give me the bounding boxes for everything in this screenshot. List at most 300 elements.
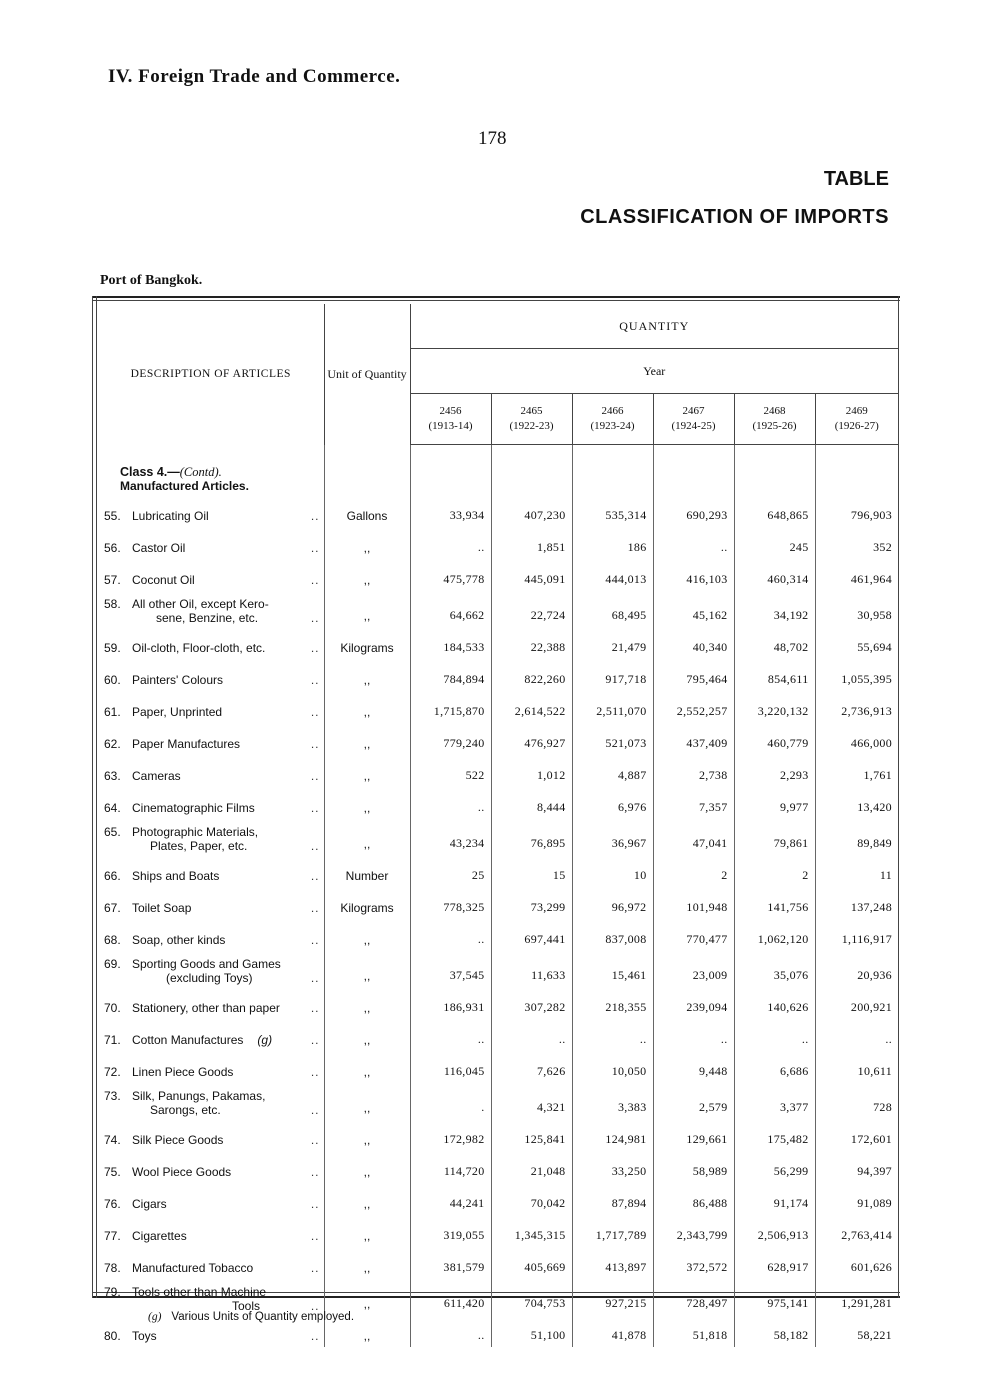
leader-dots: .. bbox=[310, 1133, 320, 1147]
row-number: 77. bbox=[104, 1229, 121, 1243]
quantity-cell: 1,062,120 bbox=[734, 919, 815, 951]
quantity-cell: 476,927 bbox=[491, 723, 572, 755]
empty-cell bbox=[572, 445, 653, 496]
description-line-continued bbox=[104, 611, 320, 625]
article-name: Sporting Goods and Games bbox=[132, 957, 281, 971]
quantity-cell: 91,174 bbox=[734, 1183, 815, 1215]
frame-rule-top bbox=[92, 296, 900, 298]
quantity-cell: 239,094 bbox=[653, 987, 734, 1019]
description-cell bbox=[98, 559, 324, 591]
quantity-cell: 89,849 bbox=[857, 836, 892, 850]
quantity-cell: 55,694 bbox=[857, 640, 892, 654]
table-row bbox=[98, 691, 898, 723]
year-be: 2467 bbox=[682, 405, 705, 417]
quantity-cell: 917,718 bbox=[572, 659, 653, 691]
quantity-cell: 728 bbox=[873, 1100, 892, 1114]
quantity-cell: 779,240 bbox=[410, 723, 491, 755]
quantity-cell: 2,579 bbox=[653, 1083, 734, 1119]
year-header-cell bbox=[815, 394, 898, 445]
quantity-cell: 7,626 bbox=[491, 1051, 572, 1083]
quantity-cell: 64,662 bbox=[410, 591, 491, 627]
description-cell bbox=[98, 527, 324, 559]
leader-dots: .. bbox=[310, 1261, 320, 1275]
frame-rule-right bbox=[898, 296, 899, 1298]
quantity-cell: . bbox=[410, 1083, 491, 1119]
quantity-cell: 101,948 bbox=[653, 887, 734, 919]
row-number: 58. bbox=[104, 597, 121, 611]
quantity-cell: 405,669 bbox=[491, 1247, 572, 1279]
unit-cell: ,, bbox=[324, 559, 410, 591]
footnote-mark: (g) bbox=[148, 1311, 162, 1323]
description-line bbox=[104, 1229, 320, 1243]
footnote-text: Various Units of Quantity employed. bbox=[171, 1311, 355, 1323]
leader-dots: .. bbox=[310, 1329, 320, 1343]
unit-cell: ,, bbox=[324, 691, 410, 723]
description-line-continued bbox=[104, 1103, 320, 1117]
unit-cell: ,, bbox=[324, 987, 410, 1019]
year-ce: (1923-24) bbox=[590, 420, 635, 432]
description-line bbox=[104, 737, 320, 751]
table-row bbox=[98, 1247, 898, 1279]
unit-cell: Kilograms bbox=[324, 627, 410, 659]
article-name: Stationery, other than paper bbox=[132, 1001, 280, 1015]
table-title: CLASSIFICATION OF IMPORTS bbox=[580, 206, 889, 228]
description-line bbox=[104, 509, 320, 523]
year-header-cell bbox=[734, 394, 815, 445]
quantity-cell: 372,572 bbox=[653, 1247, 734, 1279]
article-name-continued: Plates, Paper, etc. bbox=[150, 839, 248, 853]
quantity-cell: .. bbox=[410, 1315, 491, 1347]
quantity-cell: 58,182 bbox=[734, 1315, 815, 1347]
unit-cell: ,, bbox=[324, 755, 410, 787]
description-line bbox=[104, 1001, 320, 1015]
row-number: 71. bbox=[104, 1033, 121, 1047]
leader-dots: .. bbox=[310, 1065, 320, 1079]
quantity-cell: 9,448 bbox=[653, 1051, 734, 1083]
quantity-cell: 15 bbox=[491, 855, 572, 887]
quantity-cell: .. bbox=[410, 1019, 491, 1051]
description-line bbox=[104, 1033, 320, 1047]
quantity-cell: 7,357 bbox=[653, 787, 734, 819]
table-row bbox=[98, 659, 898, 691]
row-number: 76. bbox=[104, 1197, 121, 1211]
footnote-reference: (g) bbox=[257, 1033, 273, 1047]
row-number: 60. bbox=[104, 673, 121, 687]
quantity-cell: .. bbox=[885, 1032, 892, 1046]
quantity-cell: 770,477 bbox=[653, 919, 734, 951]
unit-cell: ,, bbox=[324, 723, 410, 755]
year-be: 2468 bbox=[763, 405, 786, 417]
quantity-cell: 319,055 bbox=[410, 1215, 491, 1247]
description-cell bbox=[98, 627, 324, 659]
quantity-cell: 21,479 bbox=[572, 627, 653, 659]
table-row bbox=[98, 1279, 898, 1315]
description-cell bbox=[98, 987, 324, 1019]
table-row bbox=[98, 559, 898, 591]
row-number: 57. bbox=[104, 573, 121, 587]
quantity-cell: 1,851 bbox=[491, 527, 572, 559]
empty-cell bbox=[410, 445, 491, 496]
table-row bbox=[98, 1083, 898, 1119]
quantity-cell: 975,141 bbox=[734, 1279, 815, 1315]
quantity-cell: 690,293 bbox=[653, 495, 734, 527]
description-line bbox=[104, 541, 320, 555]
leader-dots: .. bbox=[310, 1299, 320, 1313]
description-cell bbox=[98, 1151, 324, 1183]
table-row bbox=[98, 787, 898, 819]
table-row bbox=[98, 1119, 898, 1151]
quantity-cell: 129,661 bbox=[653, 1119, 734, 1151]
quantity-cell: 21,048 bbox=[491, 1151, 572, 1183]
quantity-cell: 822,260 bbox=[491, 659, 572, 691]
description-line bbox=[104, 1089, 320, 1103]
quantity-cell: 522 bbox=[410, 755, 491, 787]
table-row bbox=[98, 887, 898, 919]
description-line-continued bbox=[104, 839, 320, 853]
row-number: 55. bbox=[104, 509, 121, 523]
description-line bbox=[104, 1165, 320, 1179]
leader-dots: .. bbox=[310, 509, 320, 523]
class-title-text: Class 4.— bbox=[120, 465, 180, 479]
description-cell bbox=[98, 1247, 324, 1279]
description-cell bbox=[98, 495, 324, 527]
quantity-cell: 96,972 bbox=[572, 887, 653, 919]
description-cell bbox=[98, 1051, 324, 1083]
article-name: Painters' Colours bbox=[132, 673, 223, 687]
quantity-cell: 86,488 bbox=[653, 1183, 734, 1215]
description-cell bbox=[98, 787, 324, 819]
quantity-cell: 2 bbox=[653, 855, 734, 887]
quantity-cell: 1,116,917 bbox=[841, 932, 892, 946]
row-number: 80. bbox=[104, 1329, 121, 1343]
quantity-cell: 1,717,789 bbox=[572, 1215, 653, 1247]
quantity-cell: 6,686 bbox=[734, 1051, 815, 1083]
year-header-cell bbox=[410, 394, 491, 445]
description-line bbox=[104, 1065, 320, 1079]
quantity-cell: 23,009 bbox=[653, 951, 734, 987]
leader-dots: .. bbox=[310, 801, 320, 815]
quantity-cell: 11,633 bbox=[491, 951, 572, 987]
article-name-continued: Tools bbox=[232, 1299, 261, 1313]
quantity-cell: 36,967 bbox=[572, 819, 653, 855]
row-number: 68. bbox=[104, 933, 121, 947]
header-quantity: QUANTITY bbox=[410, 304, 898, 349]
port-label: Port of Bangkok. bbox=[100, 273, 203, 288]
article-name: Ships and Boats bbox=[132, 869, 220, 883]
quantity-cell: 10,050 bbox=[572, 1051, 653, 1083]
article-name: Cinematographic Films bbox=[132, 801, 255, 815]
class-subtitle: Manufactured Articles. bbox=[120, 479, 249, 493]
description-line bbox=[104, 825, 320, 839]
quantity-cell: 1,055,395 bbox=[841, 672, 892, 686]
article-name: All other Oil, except Kero- bbox=[132, 597, 269, 611]
quantity-cell: 44,241 bbox=[410, 1183, 491, 1215]
quantity-cell: 521,073 bbox=[572, 723, 653, 755]
article-name: Castor Oil bbox=[132, 541, 186, 555]
quantity-cell: 22,724 bbox=[491, 591, 572, 627]
quantity-cell: .. bbox=[653, 527, 734, 559]
row-number: 62. bbox=[104, 737, 121, 751]
quantity-cell: 381,579 bbox=[410, 1247, 491, 1279]
table-row bbox=[98, 1051, 898, 1083]
year-be: 2466 bbox=[601, 405, 624, 417]
article-name-continued: Sarongs, etc. bbox=[150, 1103, 221, 1117]
quantity-cell: 116,045 bbox=[410, 1051, 491, 1083]
quantity-cell: 47,041 bbox=[653, 819, 734, 855]
article-name: Silk Piece Goods bbox=[132, 1133, 224, 1147]
description-cell bbox=[98, 1019, 324, 1051]
year-header-cell bbox=[491, 394, 572, 445]
quantity-cell: 4,887 bbox=[572, 755, 653, 787]
description-line bbox=[104, 673, 320, 687]
unit-cell: ,, bbox=[324, 1151, 410, 1183]
quantity-cell: 1,345,315 bbox=[491, 1215, 572, 1247]
quantity-cell: 460,779 bbox=[734, 723, 815, 755]
row-number: 56. bbox=[104, 541, 121, 555]
section-heading: IV. Foreign Trade and Commerce. bbox=[108, 66, 401, 87]
description-line bbox=[104, 933, 320, 947]
quantity-cell: 172,982 bbox=[410, 1119, 491, 1151]
unit-cell: ,, bbox=[324, 1247, 410, 1279]
quantity-cell: 535,314 bbox=[572, 495, 653, 527]
quantity-cell: 628,917 bbox=[734, 1247, 815, 1279]
table-row bbox=[98, 591, 898, 627]
header-unit: Unit of Quantity bbox=[324, 304, 410, 445]
description-cell bbox=[98, 691, 324, 723]
quantity-cell: 10 bbox=[572, 855, 653, 887]
article-name: Cigarettes bbox=[132, 1229, 187, 1243]
description-line bbox=[104, 901, 320, 915]
quantity-cell: .. bbox=[410, 527, 491, 559]
frame-rule-left bbox=[92, 296, 93, 1298]
quantity-cell: 2,738 bbox=[653, 755, 734, 787]
quantity-cell: 795,464 bbox=[653, 659, 734, 691]
quantity-cell: 245 bbox=[734, 527, 815, 559]
quantity-cell: 697,441 bbox=[491, 919, 572, 951]
leader-dots: .. bbox=[310, 573, 320, 587]
description-cell bbox=[98, 951, 324, 987]
table-row bbox=[98, 755, 898, 787]
leader-dots: .. bbox=[310, 1033, 320, 1047]
table-row bbox=[98, 819, 898, 855]
class-heading-cell bbox=[98, 445, 324, 496]
class-heading-row bbox=[98, 445, 898, 496]
unit-cell: ,, bbox=[324, 1183, 410, 1215]
leader-dots: .. bbox=[310, 901, 320, 915]
quantity-cell: 2 bbox=[734, 855, 815, 887]
quantity-cell: 2,511,070 bbox=[572, 691, 653, 723]
year-be: 2469 bbox=[845, 405, 868, 417]
footnote bbox=[148, 1311, 354, 1323]
unit-cell: ,, bbox=[324, 1083, 410, 1119]
quantity-cell: 3,220,132 bbox=[734, 691, 815, 723]
table-row bbox=[98, 1019, 898, 1051]
quantity-cell: 10,611 bbox=[857, 1064, 892, 1078]
year-ce: (1926-27) bbox=[834, 420, 879, 432]
row-number: 59. bbox=[104, 641, 121, 655]
quantity-cell: 172,601 bbox=[850, 1132, 892, 1146]
article-name: Cameras bbox=[132, 769, 181, 783]
description-line bbox=[104, 1197, 320, 1211]
quantity-cell: 352 bbox=[873, 540, 892, 554]
quantity-cell: 140,626 bbox=[734, 987, 815, 1019]
quantity-cell: .. bbox=[491, 1019, 572, 1051]
quantity-cell: .. bbox=[653, 1019, 734, 1051]
quantity-cell: 3,383 bbox=[572, 1083, 653, 1119]
empty-cell bbox=[324, 445, 410, 496]
row-number: 63. bbox=[104, 769, 121, 783]
quantity-cell: 114,720 bbox=[410, 1151, 491, 1183]
year-be: 2456 bbox=[439, 405, 462, 417]
table-row bbox=[98, 495, 898, 527]
quantity-cell: 3,377 bbox=[734, 1083, 815, 1119]
empty-cell bbox=[734, 445, 815, 496]
quantity-cell: 73,299 bbox=[491, 887, 572, 919]
quantity-cell: 184,533 bbox=[410, 627, 491, 659]
description-cell bbox=[98, 1215, 324, 1247]
year-header-cell bbox=[572, 394, 653, 445]
description-cell bbox=[98, 887, 324, 919]
quantity-cell: 70,042 bbox=[491, 1183, 572, 1215]
empty-cell bbox=[815, 445, 898, 496]
description-cell bbox=[98, 855, 324, 887]
row-number: 65. bbox=[104, 825, 121, 839]
leader-dots: .. bbox=[310, 641, 320, 655]
quantity-cell: 87,894 bbox=[572, 1183, 653, 1215]
article-name: Manufactured Tobacco bbox=[132, 1261, 254, 1275]
quantity-cell: .. bbox=[410, 787, 491, 819]
quantity-cell: 200,921 bbox=[850, 1000, 892, 1014]
table-row bbox=[98, 1215, 898, 1247]
article-name: Cotton Manufactures bbox=[132, 1033, 244, 1047]
year-ce: (1925-26) bbox=[752, 420, 797, 432]
leader-dots: .. bbox=[310, 705, 320, 719]
quantity-cell: 68,495 bbox=[572, 591, 653, 627]
description-cell bbox=[98, 659, 324, 691]
table-row bbox=[98, 723, 898, 755]
leader-dots: .. bbox=[310, 1103, 320, 1117]
quantity-cell: 13,420 bbox=[857, 800, 892, 814]
quantity-cell: 6,976 bbox=[572, 787, 653, 819]
description-line bbox=[104, 1133, 320, 1147]
description-cell bbox=[98, 723, 324, 755]
article-name: Linen Piece Goods bbox=[132, 1065, 234, 1079]
unit-cell: ,, bbox=[324, 1215, 410, 1247]
description-cell bbox=[98, 819, 324, 855]
class-contd: (Contd). bbox=[179, 465, 222, 479]
description-cell bbox=[98, 1119, 324, 1151]
article-name: Silk, Panungs, Pakamas, bbox=[132, 1089, 266, 1103]
description-line bbox=[104, 641, 320, 655]
quantity-cell: 137,248 bbox=[850, 900, 892, 914]
quantity-cell: 33,934 bbox=[410, 495, 491, 527]
unit-cell: Kilograms bbox=[324, 887, 410, 919]
frame-rule-left-inner bbox=[96, 296, 97, 1298]
quantity-cell: 51,818 bbox=[653, 1315, 734, 1347]
empty-cell bbox=[653, 445, 734, 496]
quantity-cell: 778,325 bbox=[410, 887, 491, 919]
quantity-cell: 58,989 bbox=[653, 1151, 734, 1183]
quantity-cell: 91,089 bbox=[857, 1196, 892, 1210]
year-header-cell bbox=[653, 394, 734, 445]
quantity-cell: 76,895 bbox=[491, 819, 572, 855]
description-line bbox=[104, 1285, 320, 1299]
article-name: Coconut Oil bbox=[132, 573, 195, 587]
leader-dots: .. bbox=[310, 1197, 320, 1211]
quantity-cell: 2,614,522 bbox=[491, 691, 572, 723]
description-line bbox=[104, 597, 320, 611]
page-number: 178 bbox=[478, 128, 507, 149]
description-line bbox=[104, 801, 320, 815]
quantity-cell: 416,103 bbox=[653, 559, 734, 591]
leader-dots: .. bbox=[310, 839, 320, 853]
article-name: Lubricating Oil bbox=[132, 509, 209, 523]
unit-cell: ,, bbox=[324, 1019, 410, 1051]
quantity-cell: 1,291,281 bbox=[841, 1296, 892, 1310]
row-number: 79. bbox=[104, 1285, 121, 1299]
row-number: 70. bbox=[104, 1001, 121, 1015]
quantity-cell: 41,878 bbox=[572, 1315, 653, 1347]
unit-cell: ,, bbox=[324, 527, 410, 559]
quantity-cell: 2,763,414 bbox=[841, 1228, 892, 1242]
description-cell bbox=[98, 1183, 324, 1215]
quantity-cell: 40,340 bbox=[653, 627, 734, 659]
unit-cell: ,, bbox=[324, 1051, 410, 1083]
row-number: 73. bbox=[104, 1089, 121, 1103]
quantity-cell: 56,299 bbox=[734, 1151, 815, 1183]
leader-dots: .. bbox=[310, 541, 320, 555]
unit-cell: ,, bbox=[324, 591, 410, 627]
quantity-cell: 175,482 bbox=[734, 1119, 815, 1151]
article-name: Tools other than Machine bbox=[132, 1285, 267, 1299]
class-title bbox=[98, 465, 222, 479]
quantity-cell: 728,497 bbox=[653, 1279, 734, 1315]
quantity-cell: 796,903 bbox=[850, 508, 892, 522]
leader-dots: .. bbox=[310, 611, 320, 625]
quantity-cell: 784,894 bbox=[410, 659, 491, 691]
unit-cell: ,, bbox=[324, 951, 410, 987]
unit-cell: ,, bbox=[324, 1279, 410, 1315]
article-name: Wool Piece Goods bbox=[132, 1165, 232, 1179]
quantity-cell: .. bbox=[572, 1019, 653, 1051]
quantity-cell: 461,964 bbox=[850, 572, 892, 586]
imports-table bbox=[98, 304, 898, 1347]
row-number: 66. bbox=[104, 869, 121, 883]
quantity-cell: 1,715,870 bbox=[410, 691, 491, 723]
leader-dots: .. bbox=[310, 673, 320, 687]
table-row bbox=[98, 627, 898, 659]
unit-cell: ,, bbox=[324, 819, 410, 855]
leader-dots: .. bbox=[310, 971, 320, 985]
year-be: 2465 bbox=[520, 405, 543, 417]
header-description: DESCRIPTION OF ARTICLES bbox=[98, 304, 324, 445]
table-row bbox=[98, 951, 898, 987]
table-row bbox=[98, 1151, 898, 1183]
quantity-cell: 218,355 bbox=[572, 987, 653, 1019]
quantity-cell: 34,192 bbox=[734, 591, 815, 627]
row-number: 61. bbox=[104, 705, 121, 719]
description-cell bbox=[98, 591, 324, 627]
row-number: 72. bbox=[104, 1065, 121, 1079]
article-name: Toys bbox=[132, 1329, 157, 1343]
quantity-cell: 43,234 bbox=[410, 819, 491, 855]
quantity-cell: 601,626 bbox=[850, 1260, 892, 1274]
row-number: 74. bbox=[104, 1133, 121, 1147]
article-name: Toilet Soap bbox=[132, 901, 192, 915]
unit-cell: ,, bbox=[324, 787, 410, 819]
description-cell bbox=[98, 1083, 324, 1119]
row-number: 78. bbox=[104, 1261, 121, 1275]
